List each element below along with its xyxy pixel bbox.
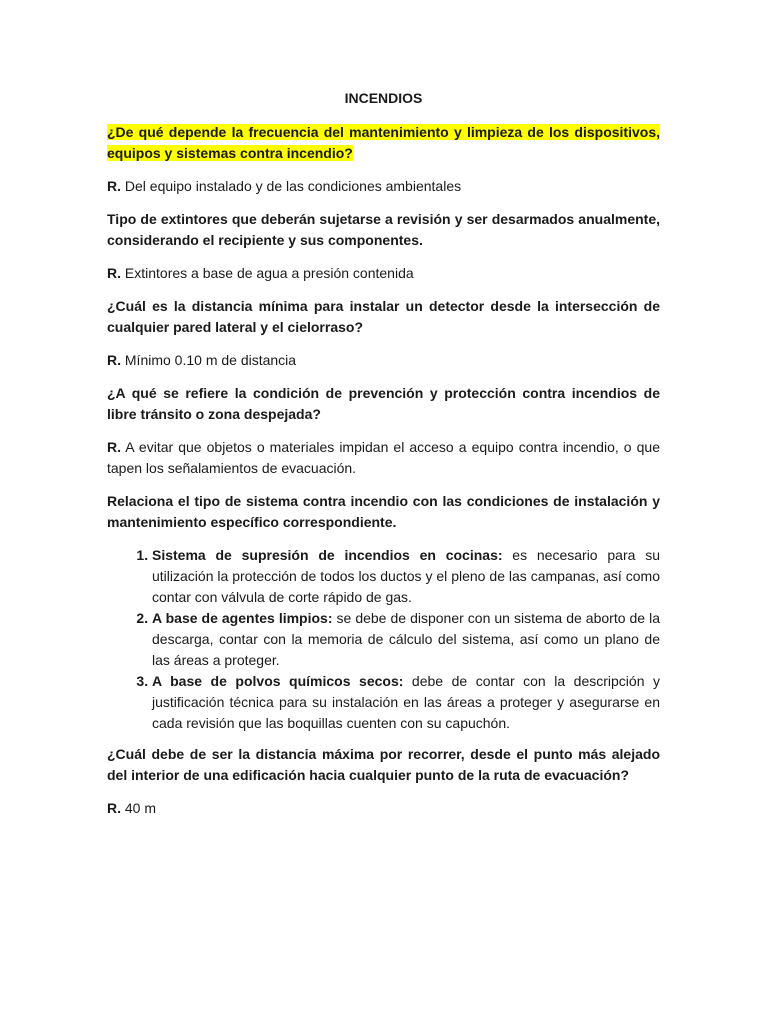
question-5: Relaciona el tipo de sistema contra incendio con las condiciones de instalación y mantenimiento específico correspondiente.	[107, 493, 660, 530]
answer-1	[107, 176, 660, 197]
answer-label: R.	[107, 178, 121, 194]
answer-6	[107, 798, 660, 819]
answer-1-text: Del equipo instalado y de las condiciones ambientales	[124, 178, 462, 194]
answer-label: R.	[107, 439, 121, 455]
question-3: ¿Cuál es la distancia mínima para instalar un detector desde la intersección de cualquier pared lateral y el cielorraso?	[107, 298, 660, 335]
fire-systems-list	[107, 545, 660, 734]
answer-label: R.	[107, 352, 121, 368]
list-item	[152, 545, 660, 608]
question-1	[107, 122, 660, 164]
list-item-text: debe de contar con la descripción y justificación técnica para su instalación en las áreas a proteger y asegurarse en cada revisión que las boquillas cuenten con su capuchón.	[152, 673, 660, 731]
list-item-text: se debe de disponer con un sistema de aborto de la descarga, contar con la memoria de cálculo del sistema, así como un plano de las áreas a proteger.	[152, 610, 661, 668]
answer-4	[107, 437, 660, 479]
answer-6-text: 40 m	[124, 800, 157, 816]
question-6: ¿Cuál debe de ser la distancia máxima por recorrer, desde el punto más alejado del interior de una edificación hacia cualquier punto de la ruta de evacuación?	[107, 746, 660, 783]
list-item	[152, 608, 660, 671]
question-4: ¿A qué se refiere la condición de prevención y protección contra incendios de libre tránsito o zona despejada?	[107, 385, 660, 422]
answer-label: R.	[107, 800, 121, 816]
question-2: Tipo de extintores que deberán sujetarse a revisión y ser desarmados anualmente, considerando el recipiente y sus componentes.	[107, 211, 660, 248]
answer-2-text: Extintores a base de agua a presión contenida	[124, 265, 414, 281]
list-item-term: Sistema de supresión de incendios en cocinas:	[152, 547, 503, 563]
list-item-term: A base de polvos químicos secos:	[152, 673, 404, 689]
document-page	[107, 88, 660, 831]
document-title: INCENDIOS	[344, 90, 423, 106]
answer-4-text: A evitar que objetos o materiales impidan el acceso a equipo contra incendio, o que tapen los señalamientos de evacuación.	[107, 439, 661, 476]
list-item	[152, 671, 660, 734]
question-1-highlight: ¿De qué depende la frecuencia del mantenimiento y limpieza de los dispositivos, equipos y sistemas contra incendio?	[107, 124, 660, 161]
answer-2	[107, 263, 660, 284]
list-item-text: es necesario para su utilización la protección de todos los ductos y el pleno de las campanas, así como contar con válvula de corte rápido de gas.	[152, 547, 660, 605]
answer-label: R.	[107, 265, 121, 281]
answer-3	[107, 350, 660, 371]
list-item-term: A base de agentes limpios:	[152, 610, 333, 626]
answer-3-text: Mínimo 0.10 m de distancia	[124, 352, 297, 368]
